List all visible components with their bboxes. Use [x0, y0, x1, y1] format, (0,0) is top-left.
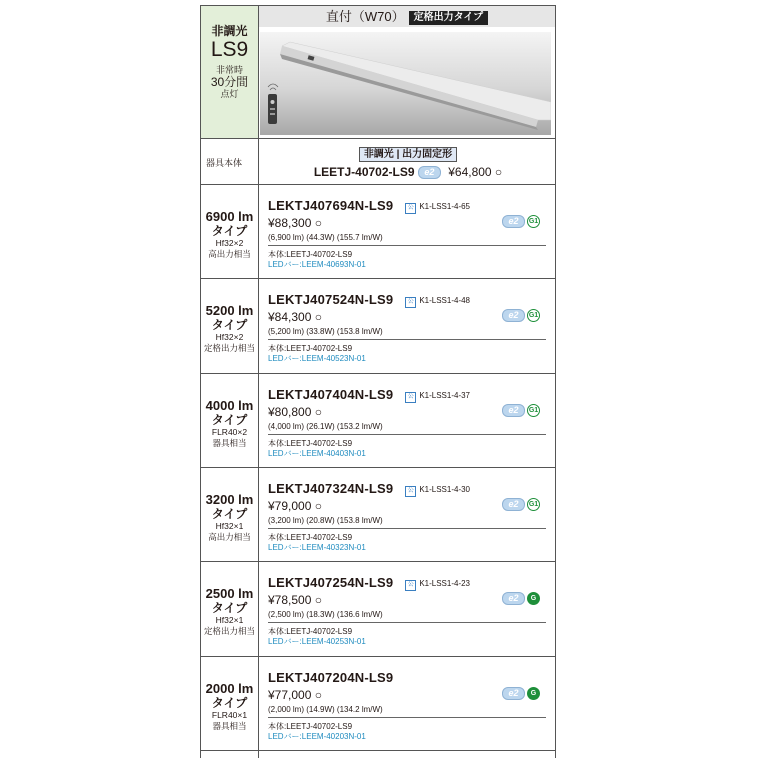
product-spec: (6,900 lm) (44.3W) (155.7 lm/W) [268, 233, 383, 242]
row-divider [200, 278, 556, 279]
product-spec: (2,500 lm) (18.3W) (136.6 lm/W) [268, 610, 383, 619]
spec-divider [268, 434, 546, 435]
lumen-type: タイプ [211, 318, 248, 332]
column-divider [258, 5, 259, 758]
body-reference: 本体:LEETJ-40702-LS9 [268, 722, 353, 731]
product-model: LEKTJ407694N-LS9 [268, 198, 394, 213]
green-mark-icon: G [527, 687, 540, 700]
spec-divider [268, 622, 546, 623]
lumen-type: タイプ [211, 224, 248, 238]
eco-marks [502, 307, 540, 325]
lumen-type: タイプ [211, 601, 248, 615]
product-model: LEKTJ407524N-LS9 [268, 292, 394, 307]
product-table [200, 5, 556, 758]
lumen-cell [201, 492, 258, 543]
spec-divider [268, 339, 546, 340]
product-spec: (4,000 lm) (26.1W) (153.2 lm/W) [268, 422, 383, 431]
e2-icon: e2 [502, 687, 525, 700]
eco-marks [502, 685, 540, 703]
equivalent-output: 器具相当 [212, 438, 247, 448]
row-divider [200, 138, 556, 139]
green-mark-icon: G1 [527, 498, 540, 511]
product-cell [268, 386, 548, 459]
product-cell [268, 197, 548, 270]
row-divider [200, 750, 556, 751]
product-price: ¥84,300 ○ [268, 310, 322, 324]
product-price: ¥80,800 ○ [268, 405, 322, 419]
product-cell [268, 669, 548, 742]
equivalent-output: 器具相当 [212, 721, 247, 731]
product-model: LEKTJ407404N-LS9 [268, 387, 394, 402]
product-model: LEKTJ407204N-LS9 [268, 670, 394, 685]
product-model: LEKTJ407254N-LS9 [268, 575, 394, 590]
product-price: ¥78,500 ○ [268, 593, 322, 607]
e2-icon: e2 [502, 498, 525, 511]
public-icon: 公 [405, 297, 416, 308]
lumen-value: 6900 lm [205, 209, 254, 224]
body-reference: 本体:LEETJ-40702-LS9 [268, 250, 353, 259]
equivalent-output: 定格出力相当 [203, 343, 255, 353]
e2-icon: e2 [502, 592, 525, 605]
equivalent-lamp: Hf32×2 [215, 332, 244, 342]
table-border-right [555, 5, 556, 758]
eco-marks [502, 590, 540, 608]
led-bar-reference: LEDバー:LEEM-40253N-01 [268, 637, 366, 646]
mount-type-title: 直付（W70） [325, 9, 405, 24]
public-code: K1-LSS1-4-30 [419, 485, 471, 494]
equivalent-lamp: Hf32×1 [215, 521, 244, 531]
product-price: ¥79,000 ○ [268, 499, 322, 513]
public-icon: 公 [405, 392, 416, 403]
row-divider [200, 373, 556, 374]
public-code: K1-LSS1-4-23 [419, 579, 471, 588]
spec-divider [268, 717, 546, 718]
eco-marks [502, 402, 540, 420]
lumen-cell [201, 398, 258, 449]
eco-marks [502, 496, 540, 514]
lumen-value: 3200 lm [205, 492, 254, 507]
equivalent-lamp: FLR40×2 [211, 427, 248, 437]
product-price: ¥88,300 ○ [268, 216, 322, 230]
dimming-badge-bold: 非調光 [363, 149, 394, 160]
body-reference: 本体:LEETJ-40702-LS9 [268, 533, 353, 542]
body-reference: 本体:LEETJ-40702-LS9 [268, 344, 353, 353]
led-bar-reference: LEDバー:LEEM-40693N-01 [268, 260, 366, 269]
equivalent-output: 高出力相当 [208, 249, 251, 259]
product-photo [260, 32, 551, 135]
lumen-value: 2000 lm [205, 681, 254, 696]
product-spec: (2,000 lm) (14.9W) (134.2 lm/W) [268, 705, 383, 714]
lumen-value: 4000 lm [205, 398, 254, 413]
body-reference: 本体:LEETJ-40702-LS9 [268, 439, 353, 448]
lumen-cell [201, 586, 258, 637]
product-spec: (3,200 lm) (20.8W) (153.8 lm/W) [268, 516, 383, 525]
public-icon: 公 [405, 580, 416, 591]
row-divider [200, 184, 556, 185]
emergency-label: 非常時 [215, 65, 243, 75]
green-mark-icon: G1 [527, 404, 540, 417]
body-reference: 本体:LEETJ-40702-LS9 [268, 627, 353, 636]
e2-icon: e2 [502, 309, 525, 322]
product-cell [268, 480, 548, 553]
series-header [201, 6, 258, 138]
series-name: LS9 [210, 38, 249, 61]
public-icon: 公 [405, 486, 416, 497]
led-bar-reference: LEDバー:LEEM-40523N-01 [268, 354, 366, 363]
emergency-lighting: 点灯 [220, 89, 239, 99]
dimming-badge-light: 出力固定形 [402, 149, 453, 160]
body-model-line [260, 165, 556, 179]
mount-header [259, 6, 555, 27]
public-code: K1-LSS1-4-37 [419, 391, 471, 400]
row-divider [200, 561, 556, 562]
equivalent-lamp: FLR40×1 [211, 710, 248, 720]
row-divider [200, 467, 556, 468]
public-icon: 公 [405, 203, 416, 214]
public-code: K1-LSS1-4-48 [419, 296, 471, 305]
product-cell [268, 574, 548, 647]
row-divider [200, 656, 556, 657]
output-type-badge: 定格出力タイプ [409, 11, 489, 25]
lumen-value: 2500 lm [205, 586, 254, 601]
lumen-value: 5200 lm [205, 303, 254, 318]
led-bar-reference: LEDバー:LEEM-40403N-01 [268, 449, 366, 458]
equivalent-output: 定格出力相当 [203, 626, 255, 636]
led-bar-reference: LEDバー:LEEM-40203N-01 [268, 732, 366, 741]
body-badge-wrap [260, 146, 556, 162]
lumen-type: タイプ [211, 507, 248, 521]
green-mark-icon: G [527, 592, 540, 605]
eco-marks [502, 213, 540, 231]
spec-divider [268, 245, 546, 246]
spec-divider [268, 528, 546, 529]
e2-icon: e2 [502, 404, 525, 417]
lumen-cell [201, 209, 258, 260]
green-mark-icon: G1 [527, 215, 540, 228]
product-model: LEKTJ407324N-LS9 [268, 481, 394, 496]
green-mark-icon: G1 [527, 309, 540, 322]
led-bar-reference: LEDバー:LEEM-40323N-01 [268, 543, 366, 552]
equivalent-lamp: Hf32×1 [215, 615, 244, 625]
body-label: 器具本体 [206, 158, 243, 168]
equivalent-lamp: Hf32×2 [215, 238, 244, 248]
body-model: LEETJ-40702-LS9 [313, 165, 415, 179]
lumen-cell [201, 303, 258, 354]
body-price: ¥64,800 ○ [448, 165, 503, 179]
equivalent-output: 高出力相当 [208, 532, 251, 542]
dimming-badge: 非調光 | 出力固定形 [359, 147, 457, 162]
e2-icon: e2 [502, 215, 525, 228]
e2-icon: e2 [418, 166, 441, 179]
lumen-type: タイプ [211, 413, 248, 427]
series-dimming: 非調光 [211, 24, 248, 38]
public-code: K1-LSS1-4-65 [419, 202, 471, 211]
product-price: ¥77,000 ○ [268, 688, 322, 702]
product-cell [268, 291, 548, 364]
product-spec: (5,200 lm) (33.8W) (153.8 lm/W) [268, 327, 383, 336]
lumen-type: タイプ [211, 696, 248, 710]
emergency-duration: 30分間 [210, 75, 249, 89]
lumen-cell [201, 681, 258, 732]
